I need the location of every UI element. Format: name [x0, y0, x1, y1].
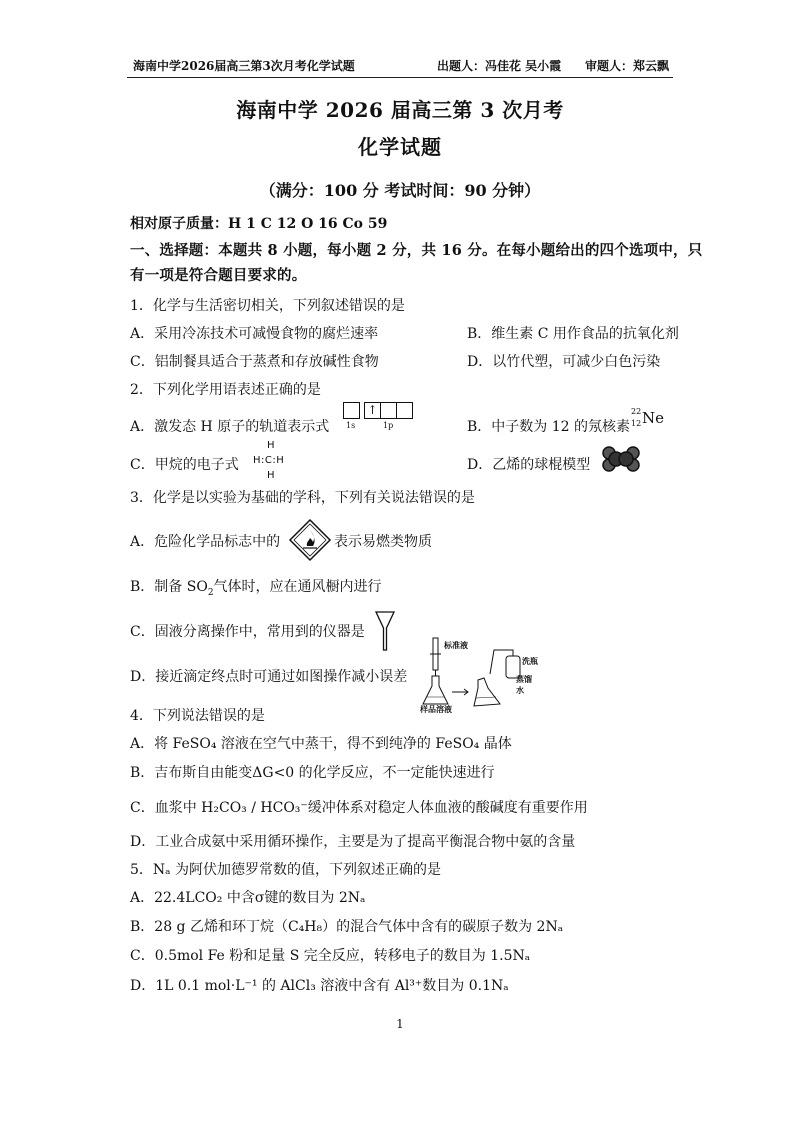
orbital-diagram [343, 402, 417, 432]
page-number: 1 [396, 1017, 404, 1031]
section-instructions-line2: 有一项是符合题目要求的。 [130, 267, 307, 284]
label-wash-bottle: 洗瓶 [522, 656, 538, 666]
q2-option-a [130, 416, 329, 436]
q4-option-c: C．血浆中 H₂CO₃ / HCO₃⁻缓冲体系对稳定人体血液的酸碱度有重要作用 [130, 800, 588, 816]
q3-option-a [130, 531, 280, 551]
q1-option-d: D．以竹代塑，可减少白色污染 [467, 354, 661, 370]
q2-option-a-text: A．激发态 H 原子的轨道表示式 [130, 419, 330, 435]
q2-option-c [130, 454, 239, 474]
atomic-masses: 相对原子质量：H 1 C 12 O 16 Co 59 [130, 216, 388, 232]
titration-diagram [418, 634, 538, 714]
q2-option-b-text: B．中子数为 12 的氖核素 [467, 419, 631, 435]
methane-h-bottom: H [267, 470, 275, 481]
header-authors: 出题人：冯佳花 吴小霞 [437, 59, 562, 73]
q1-stem: 1．化学与生活密切相关，下列叙述错误的是 [130, 298, 405, 314]
q3-option-b-pre: B．制备 SO [130, 579, 208, 595]
q5-option-a: A．22.4LCO₂ 中含σ键的数目为 2Nₐ [130, 890, 366, 906]
q2-option-c-text: C．甲烷的电子式 [130, 457, 239, 473]
subject-title: 化学试题 [358, 135, 442, 159]
label-standard-solution: 标准液 [444, 640, 468, 650]
q4-stem: 4．下列说法错误的是 [130, 708, 265, 724]
nuclide-atomic-number: 12 [631, 419, 642, 428]
q2-option-b [467, 416, 630, 436]
q4-option-a: A．将 FeSO₄ 溶液在空气中蒸干，得不到纯净的 FeSO₄ 晶体 [130, 736, 512, 752]
q3-option-c [130, 621, 365, 641]
funnel-icon [374, 610, 396, 652]
ethylene-ball-stick-model [600, 444, 642, 474]
q1-option-b: B．维生素 C 用作食品的抗氧化剂 [467, 326, 679, 342]
q5-option-d: D．1L 0.1 mol·L⁻¹ 的 AlCl₃ 溶液中含有 Al³⁺数目为 0.1Nₐ [130, 978, 509, 994]
flammable-hazard-symbol [288, 518, 332, 562]
header-rule [127, 77, 673, 78]
q3-option-b-post: 气体时，应在通风橱内进行 [213, 579, 382, 595]
q4-option-d: D．工业合成氨中采用循环操作，主要是为了提高平衡混合物中氨的含量 [130, 834, 576, 850]
score-time-line: （满分：100 分 考试时间：90 分钟） [259, 181, 541, 200]
label-distilled-water: 蒸馏水 [516, 674, 532, 695]
section-instructions-line1: 一、选择题：本题共 8 小题，每小题 2 分，共 16 分。在每小题给出的四个选项中，只 [130, 242, 703, 259]
nuclide-symbol: Ne [642, 409, 665, 427]
q2-option-d [467, 454, 590, 474]
neon-nuclide [631, 407, 671, 435]
q2-stem: 2．下列化学用语表述正确的是 [130, 382, 321, 398]
q3-option-b [130, 576, 382, 598]
methane-electron-formula [253, 440, 293, 484]
orbital-1p-box-3 [396, 402, 413, 419]
methane-h-top: H [267, 440, 275, 451]
orbital-1p-box-1 [364, 402, 381, 419]
orbital-1s-box [343, 402, 360, 419]
orbital-1s-label: 1s [346, 421, 356, 430]
orbital-1p-label: 1p [383, 421, 394, 430]
header-exam-name: 海南中学2026届高三第3次月考化学试题 [133, 59, 355, 73]
header-reviewer: 审题人：郑云飘 [585, 59, 670, 73]
q5-option-b: B．28 g 乙烯和环丁烷（C₄H₈）的混合气体中含有的碳原子数为 2Nₐ [130, 919, 564, 935]
nuclide-mass-number: 22 [631, 407, 642, 416]
q3-stem: 3．化学是以实验为基础的学科，下列有关说法错误的是 [130, 490, 475, 506]
q1-option-a: A．采用冷冻技术可减慢食物的腐烂速率 [130, 326, 379, 342]
q5-stem: 5．Nₐ 为阿伏加德罗常数的值，下列叙述正确的是 [130, 862, 442, 878]
orbital-up-arrow: ↑ [367, 403, 378, 417]
orbital-1p-box-2 [380, 402, 397, 419]
q3-option-d-text: D．接近滴定终点时可通过如图操作减小误差 [130, 669, 408, 685]
label-sample-solution: 样品溶液 [420, 704, 452, 714]
q3-option-d [130, 666, 407, 686]
q4-option-b: B．吉布斯自由能变ΔG<0 的化学反应，不一定能快速进行 [130, 765, 495, 781]
q3-option-a-pre: A．危险化学品标志中的 [130, 534, 281, 550]
q3-option-a-post: 表示易燃类物质 [334, 534, 432, 550]
q1-option-c: C．铝制餐具适合于蒸煮和存放碱性食物 [130, 354, 379, 370]
q3-option-b-sub: 2 [207, 587, 214, 598]
q5-option-c: C．0.5mol Fe 粉和足量 S 完全反应，转移电子的数目为 1.5Nₐ [130, 948, 531, 964]
methane-center-row: H:C:H [253, 455, 285, 466]
exam-title: 海南中学 2026 届高三第 3 次月考 [236, 98, 564, 122]
q2-option-d-text: D．乙烯的球棍模型 [467, 457, 591, 473]
q3-option-c-text: C．固液分离操作中，常用到的仪器是 [130, 624, 365, 640]
